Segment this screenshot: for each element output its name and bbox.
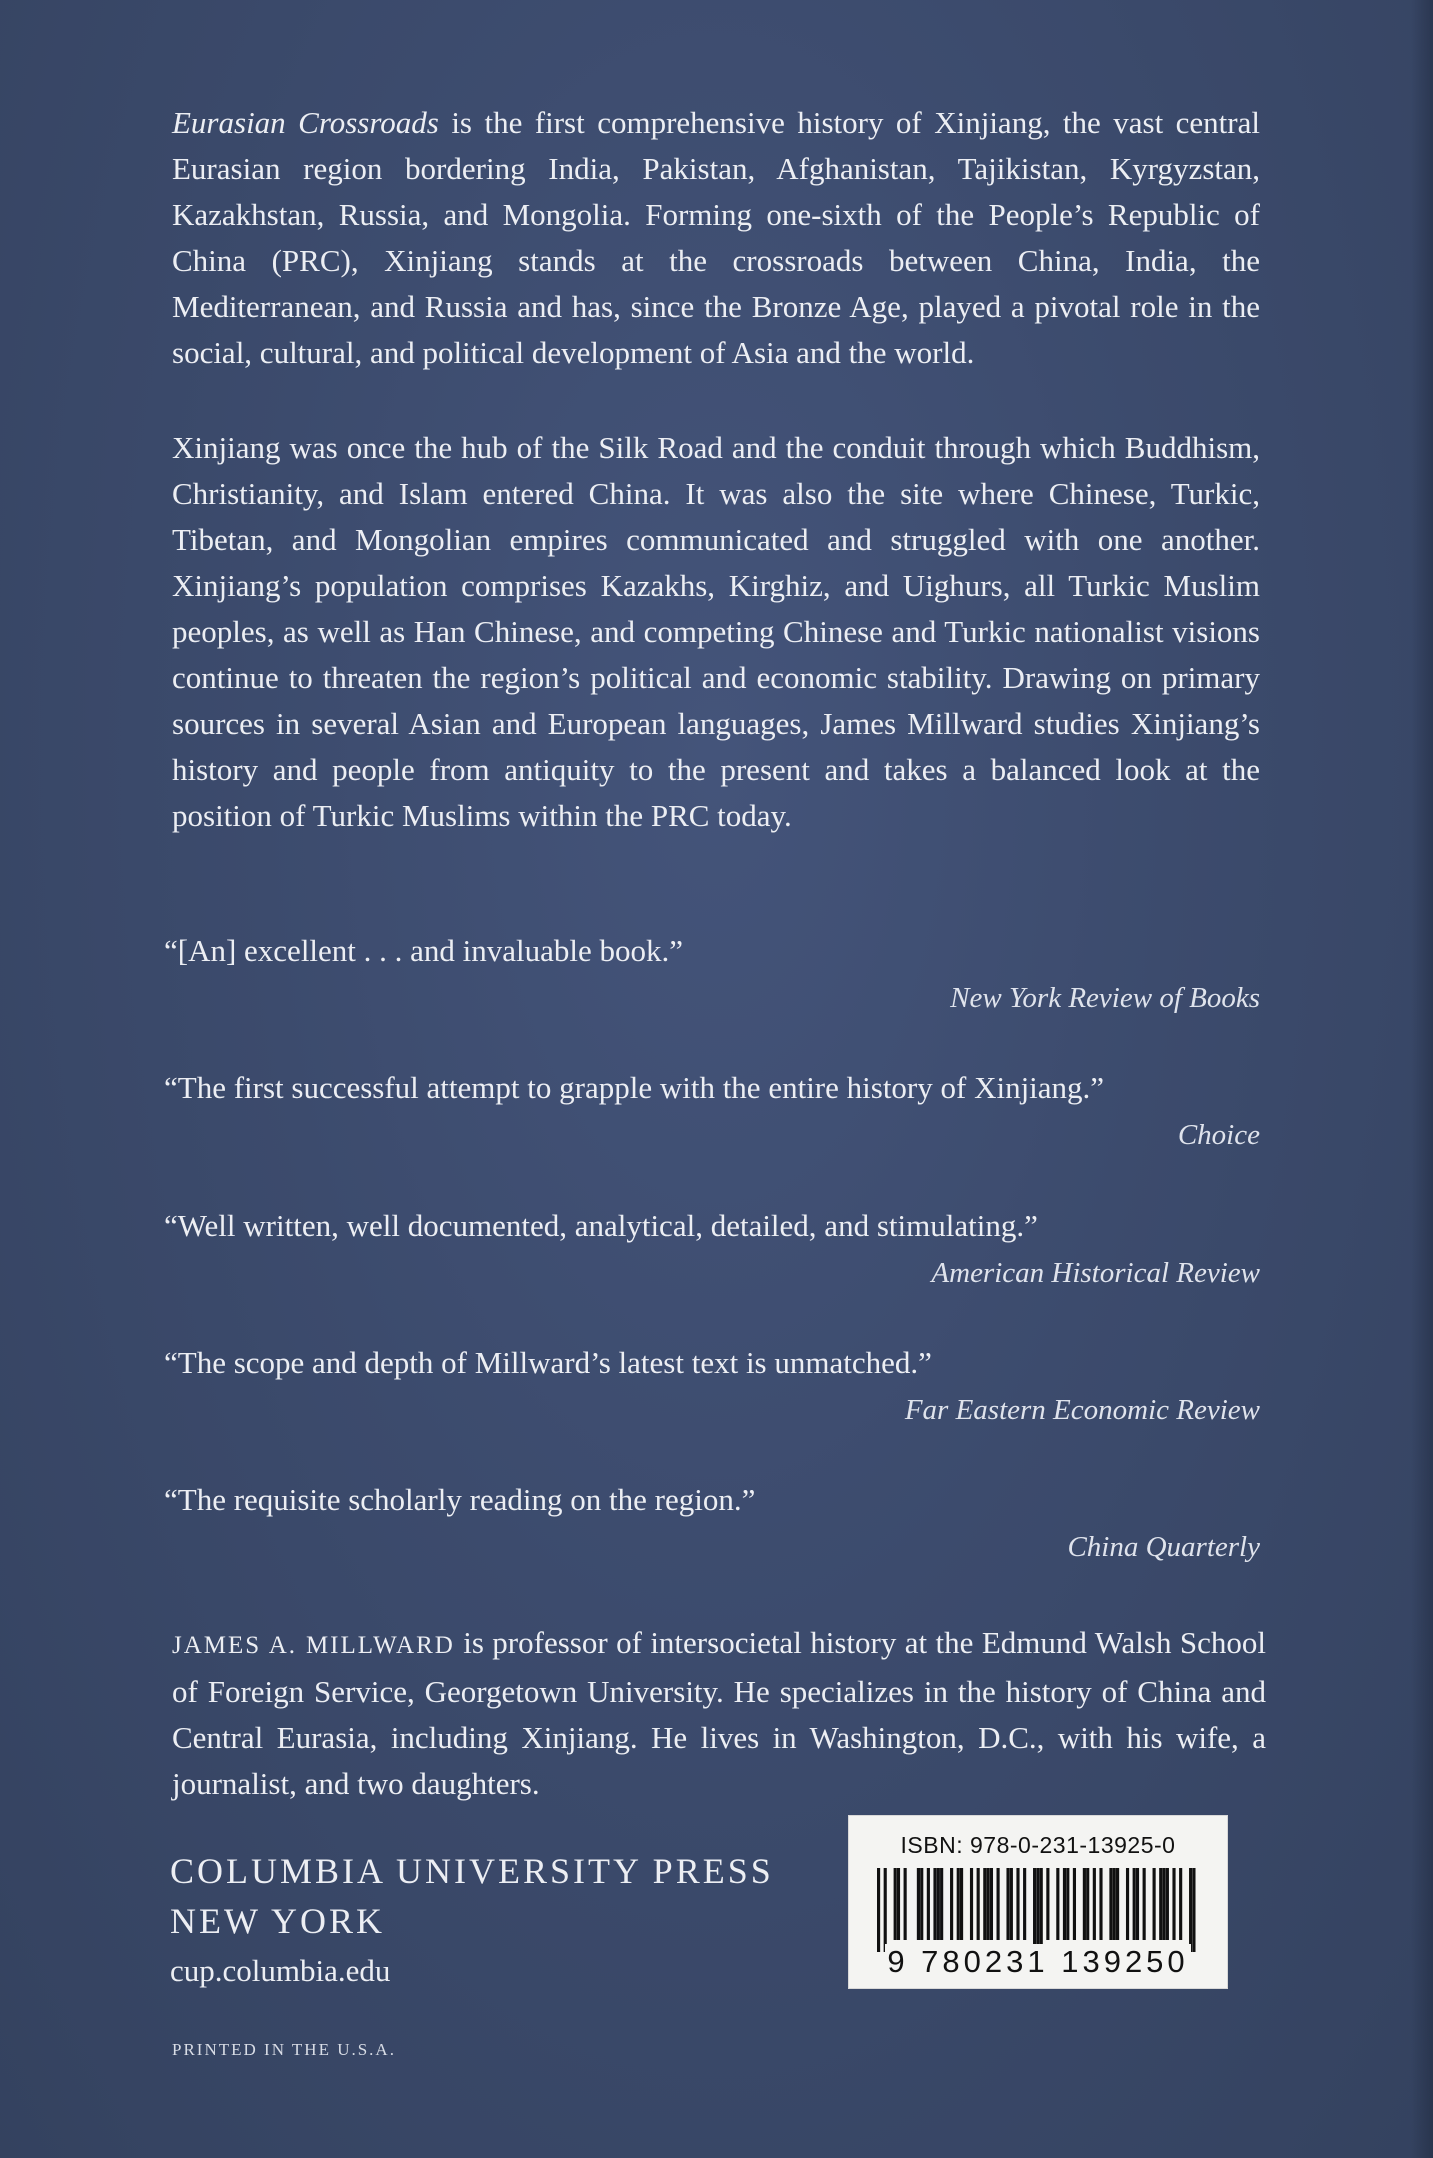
barcode-bar [960, 1868, 963, 1940]
barcode-bar [1166, 1868, 1169, 1940]
barcode-digits-wrap [849, 1944, 1227, 1980]
barcode-bars [877, 1868, 1199, 1952]
barcode-bar [1133, 1868, 1136, 1940]
review-quote: “The first successful attempt to grapple with the entire history of Xinjiang.” [164, 1070, 1105, 1105]
barcode-bar [1023, 1868, 1026, 1940]
barcode-bar [1093, 1868, 1096, 1940]
barcode-bar [920, 1868, 923, 1940]
barcode-bar [1063, 1868, 1066, 1940]
barcode-bar [1010, 1868, 1013, 1940]
barcode-bar [884, 1868, 887, 1952]
publisher-block [170, 1846, 774, 1996]
review-source: Far Eastern Economic Review [904, 1394, 1260, 1426]
barcode-bar [1153, 1868, 1156, 1940]
author-bio [172, 1620, 1266, 1807]
barcode-bar [1006, 1868, 1009, 1940]
review-block [164, 1206, 1260, 1293]
isbn-label: ISBN: 978-0-231-13925-0 [900, 1832, 1176, 1858]
barcode-bar [950, 1868, 953, 1940]
description-paragraph-1 [172, 100, 1260, 376]
book-title-italic: Eurasian Crossroads [172, 105, 439, 140]
barcode-bar [1116, 1868, 1119, 1940]
barcode-bar [1083, 1868, 1086, 1940]
barcode-bar [904, 1868, 907, 1940]
barcode-bar [1179, 1868, 1182, 1940]
barcode-bar [987, 1868, 990, 1940]
isbn-barcode [848, 1815, 1228, 1989]
barcode-digits: 9 780231 139250 [887, 1944, 1189, 1979]
review-block [164, 1343, 1260, 1430]
barcode-bar [1086, 1868, 1089, 1940]
barcode-bar [1126, 1868, 1129, 1940]
publisher-name: COLUMBIA UNIVERSITY PRESS [170, 1851, 774, 1891]
barcode-bar [1192, 1868, 1195, 1952]
barcode-bar [1046, 1868, 1049, 1940]
barcode-bar [877, 1868, 880, 1952]
barcode-bar [1162, 1868, 1165, 1940]
barcode-bar [1109, 1868, 1112, 1940]
barcode-bar [997, 1868, 1000, 1940]
barcode-bar [1099, 1868, 1102, 1940]
barcode-bar [1136, 1868, 1139, 1940]
barcode-bar [927, 1868, 930, 1940]
barcode-bar [917, 1868, 920, 1940]
barcode-bar [970, 1868, 973, 1940]
review-source: New York Review of Books [950, 982, 1260, 1014]
review-block [164, 1068, 1260, 1155]
review-source: Choice [1177, 1119, 1260, 1151]
review-quote: “The requisite scholarly reading on the region.” [164, 1482, 756, 1517]
barcode-bar [1033, 1868, 1036, 1952]
description-paragraph-1-text: is the first comprehensive history of Xinjiang, the vast central Eurasian region bordering India, Pakistan, Afghanistan, Tajikistan, Kyrgyzstan, Kazakhstan, Russia, and Mongolia. Forming one-sixth of the People’s Republic of China (PRC), Xinjiang stands at the crossroads between China, India, the Mediterranean, and Russia and has, since the Bronze Age, played a pivotal role in the social, cultural, and political development of Asia and the world. [172, 105, 1260, 370]
barcode-bar [937, 1868, 940, 1940]
review-quote: “Well written, well documented, analytical, detailed, and stimulating.” [164, 1208, 1038, 1243]
barcode-bar [1113, 1868, 1116, 1940]
review-source: American Historical Review [931, 1257, 1260, 1289]
barcode-bar [933, 1868, 936, 1940]
barcode-bar [897, 1868, 900, 1940]
barcode-bar [983, 1868, 986, 1940]
printed-notice: PRINTED IN THE U.S.A. [172, 2040, 396, 2059]
publisher-url: cup.columbia.edu [170, 1953, 391, 1988]
cover-edge-shadow [1411, 0, 1433, 2158]
barcode-bar [1056, 1868, 1059, 1940]
barcode-bar [1016, 1868, 1019, 1940]
barcode-bar [1172, 1868, 1175, 1940]
barcode-bar [957, 1868, 960, 1940]
barcode-bar [1159, 1868, 1162, 1940]
barcode-bar [1189, 1868, 1192, 1952]
review-quote: “The scope and depth of Millward’s latest text is unmatched.” [164, 1345, 932, 1380]
barcode-bar [990, 1868, 993, 1940]
barcode-bar [977, 1868, 980, 1940]
barcode-bar [894, 1868, 897, 1940]
review-block [164, 1480, 1260, 1567]
description-paragraph-2: Xinjiang was once the hub of the Silk Road and the conduit through which Buddhism, Christianity, and Islam entered China. It was also the site where Chinese, Turkic, Tibetan, and Mongolian empires communicated and struggled with one another. Xinjiang’s population comprises Kazakhs, Kirghiz, and Uighurs, all Turkic Muslim peoples, as well as Han Chinese, and competing Chinese and Turkic nationalist visions continue to threaten the region’s political and economic stability. Drawing on primary sources in several Asian and European languages, James Millward studies Xinjiang’s history and people from antiquity to the present and takes a balanced look at the position of Turkic Muslims within the PRC today. [172, 430, 1260, 833]
review-block [164, 931, 1260, 1018]
author-name: JAMES A. MILLWARD [172, 1632, 455, 1659]
barcode-bar [1036, 1868, 1039, 1952]
publisher-city: NEW YORK [170, 1901, 385, 1941]
review-source: China Quarterly [1067, 1531, 1260, 1563]
barcode-bar [1040, 1868, 1043, 1952]
barcode-bar [1073, 1868, 1076, 1940]
review-quote: “[An] excellent . . . and invaluable book.” [164, 933, 684, 968]
author-bio-text: is professor of intersocietal history at the Edmund Walsh School of Foreign Service, Georgetown University. He specializes in the history of China and Central Eurasia, including Xinjiang. He lives in Washington, D.C., with his wife, a journalist, and two daughters. [172, 1625, 1266, 1801]
barcode-bar [940, 1868, 943, 1940]
barcode-bar [1066, 1868, 1069, 1940]
barcode-bar [1143, 1868, 1146, 1940]
